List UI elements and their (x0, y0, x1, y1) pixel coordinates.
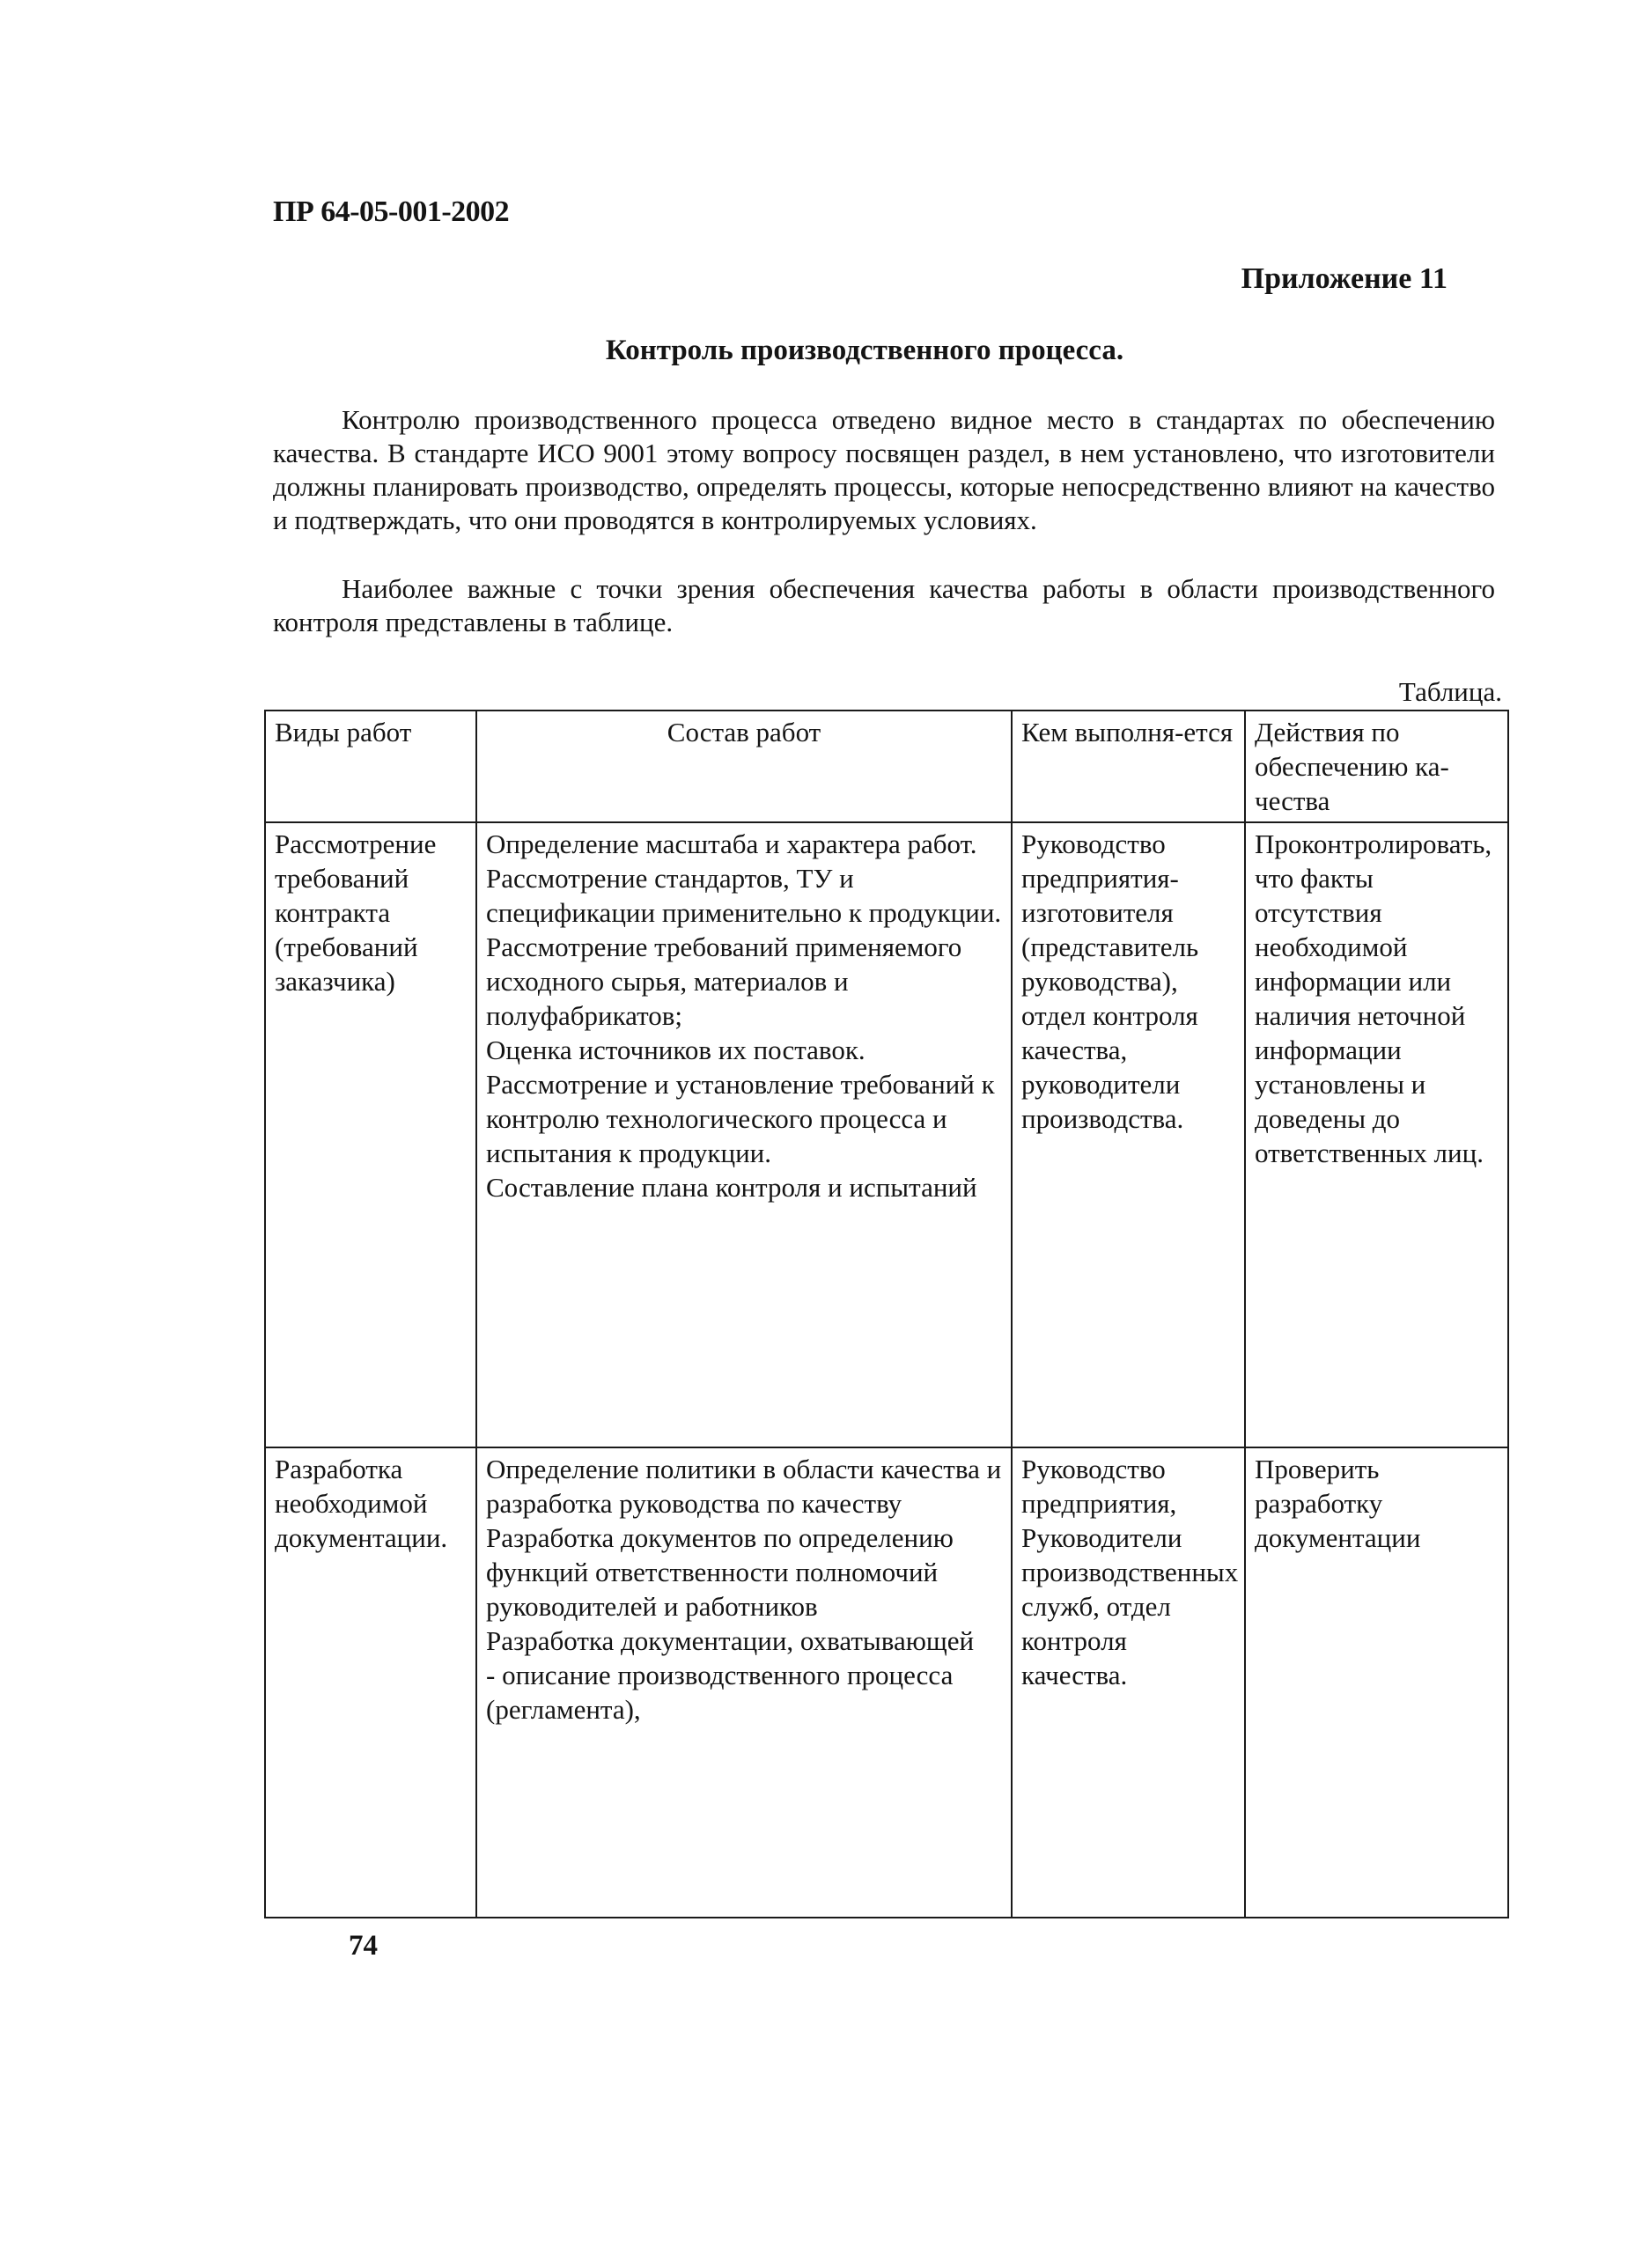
intro-paragraph: Контролю производственного процесса отведено видное место в стандартах по обеспечению качества. В стандарте ИСО 9001 этому вопросу посвящен раздел, в нем установлено, что изготовители должны планировать производство, определять процессы, которые непосредственно влияют на качество и подтверждать, что они проводятся в контролируемых условиях. (273, 404, 1495, 535)
content-line: Разработка документации, охватывающей (486, 1625, 975, 1656)
content-line: Определение политики в области качества и разработка руководства по качеству (486, 1454, 1002, 1519)
appendix-label: Приложение 11 (1241, 262, 1447, 295)
content-line: Рассмотрение требований применяемого исходного сырья, материалов и полуфабрикатов; (486, 932, 962, 1031)
header-quality-actions: Действия по обеспечению ка-чества (1245, 711, 1508, 822)
cell-performer: Руководство предприятия-изготовителя (представитель руководства), отдел контроля качества, руководители производства. (1012, 822, 1245, 1447)
process-control-table (264, 710, 1509, 1918)
content-line: Составление плана контроля и испытаний (486, 1172, 977, 1203)
document-code: ПР 64-05-001-2002 (273, 195, 510, 228)
cell-quality-actions: Проконтролировать, что факты отсутствия необходимой информации или наличия неточной информации установлены и доведены до ответственных лиц. (1245, 822, 1508, 1447)
content-line: Определение масштаба и характера работ. (486, 828, 977, 859)
cell-work-content (476, 1447, 1012, 1918)
section-title: Контроль производственного процесса. (605, 335, 1124, 366)
content-line: Рассмотрение и установление требований к контролю технологического процесса и испытания к продукции. (486, 1069, 995, 1168)
header-work-type: Виды работ (265, 711, 476, 822)
cell-work-content (476, 822, 1012, 1447)
page-number: 74 (349, 1930, 378, 1962)
table-caption: Таблица. (1398, 676, 1502, 707)
table-header-row (265, 711, 1508, 822)
header-performer: Кем выполня-ется (1012, 711, 1245, 822)
content-line: Оценка источников их поставок. (486, 1035, 866, 1065)
content-line: - описание производственного процесса (регламента), (486, 1660, 954, 1725)
cell-quality-actions: Проверить разработку документации (1245, 1447, 1508, 1918)
content-line: Рассмотрение стандартов, ТУ и спецификации применительно к продукции. (486, 863, 1002, 928)
cell-performer: Руководство предприятия, Руководители производственных служб, отдел контроля качества. (1012, 1447, 1245, 1918)
cell-work-type: Разработка необходимой документации. (265, 1447, 476, 1918)
table-intro-paragraph: Наиболее важные с точки зрения обеспечения качества работы в области производственного контроля представлены в таблице. (273, 573, 1495, 637)
table-row (265, 822, 1508, 1447)
content-line: Разработка документов по определению функций ответственности полномочий руководителей и работников (486, 1522, 954, 1622)
cell-work-type: Рассмотрение требований контракта (требований заказчика) (265, 822, 476, 1447)
table-row (265, 1447, 1508, 1918)
header-work-content: Состав работ (476, 711, 1012, 822)
